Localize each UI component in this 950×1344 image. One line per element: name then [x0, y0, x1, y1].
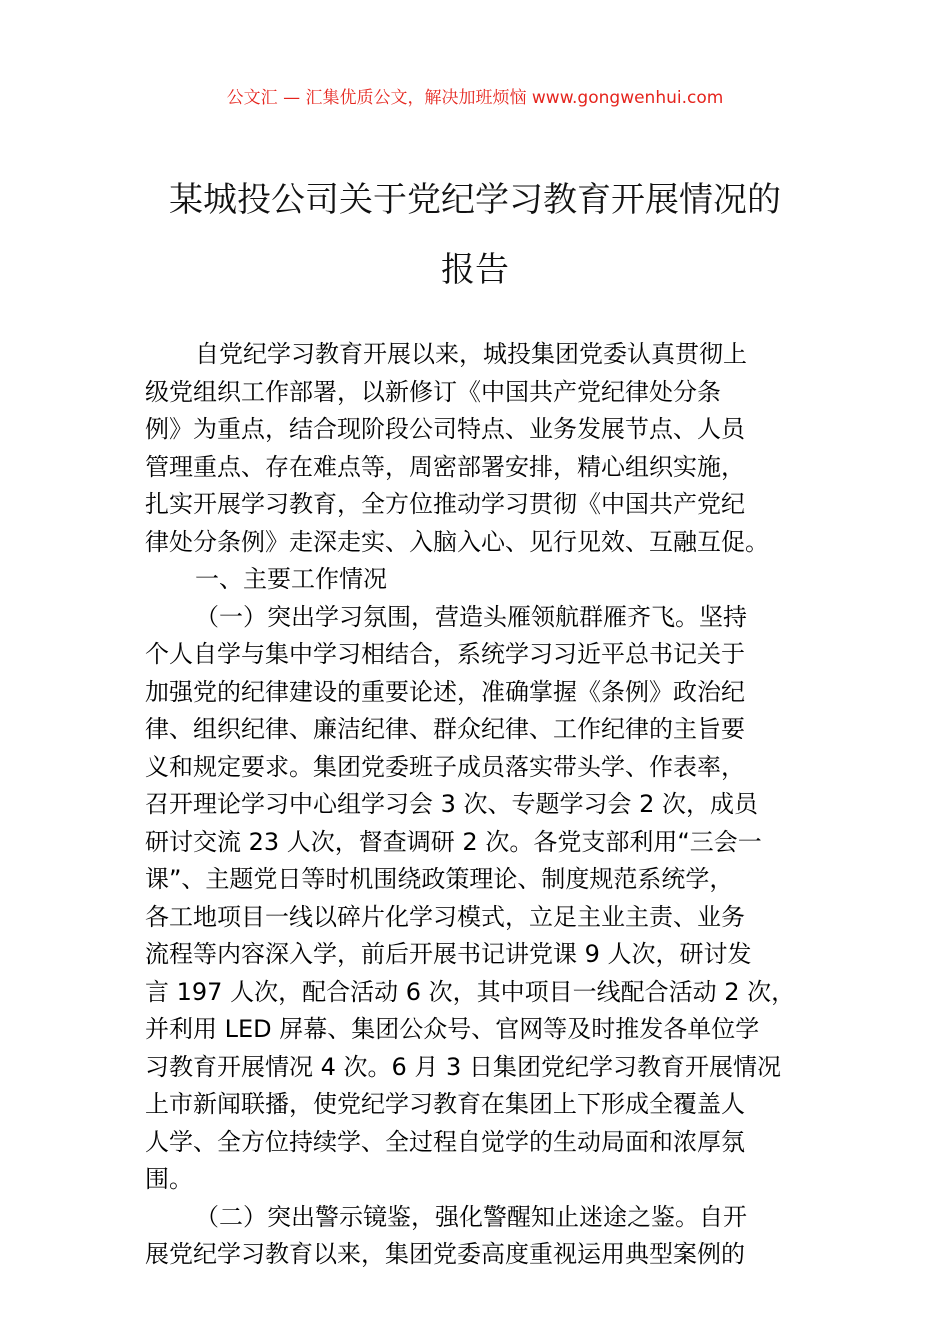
- document-title-line-1: 某城投公司关于党纪学习教育开展情况的: [169, 180, 781, 220]
- paragraph-2-line: 加强党的纪律建设的重要论述，准确掌握《条例》政治纪: [145, 677, 745, 706]
- paragraph-2-line: 律、组织纪律、廉洁纪律、群众纪律、工作纪律的主旨要: [145, 715, 745, 743]
- paragraph-1-line: 自党纪学习教育开展以来，城投集团党委认真贯彻上: [195, 340, 747, 368]
- header-banner: 公文汇 — 汇集优质公文，解决加班烦恼 www.gongwenhui.com: [226, 88, 724, 108]
- paragraph-2-line: 上市新闻联播，使党纪学习教育在集团上下形成全覆盖人: [145, 1090, 745, 1118]
- paragraph-2-line: 人学、全方位持续学、全过程自觉学的生动局面和浓厚氛: [145, 1127, 745, 1156]
- paragraph-3-line: （二）突出警示镜鉴，强化警醒知止迷途之鉴。自开: [195, 1202, 747, 1231]
- paragraph-1-line: 管理重点、存在难点等，周密部署安排，精心组织实施，: [145, 452, 745, 481]
- paragraph-1-line: 级党组织工作部署，以新修订《中国共产党纪律处分条: [145, 377, 721, 406]
- document-body: [145, 336, 815, 1274]
- paragraph-3-line: 展党纪学习教育以来，集团党委高度重视运用典型案例的: [145, 1240, 745, 1268]
- paragraph-2-line: 言 197 人次，配合活动 6 次，其中项目一线配合活动 2 次，: [145, 977, 796, 1006]
- paragraph-2-line: 个人自学与集中学习相结合，系统学习习近平总书记关于: [145, 640, 745, 668]
- paragraph-2-line: 习教育开展情况 4 次。6 月 3 日集团党纪学习教育开展情况: [145, 1052, 781, 1081]
- paragraph-2-line: 并利用 LED 屏幕、集团公众号、官网等及时推发各单位学: [145, 1015, 760, 1043]
- paragraph-2-line: 围。: [145, 1165, 193, 1193]
- paragraph-2-line: 流程等内容深入学，前后开展书记讲党课 9 人次，研讨发: [145, 940, 752, 968]
- paragraph-2-line: 召开理论学习中心组学习会 3 次、专题学习会 2 次，成员: [145, 790, 759, 818]
- section-heading: 一、主要工作情况: [195, 565, 387, 593]
- document-title-line-2: 报告: [441, 250, 509, 290]
- paragraph-2-line: 各工地项目一线以碎片化学习模式，立足主业主责、业务: [145, 902, 745, 931]
- paragraph-2-line: （一）突出学习氛围，营造头雁领航群雁齐飞。坚持: [195, 602, 747, 631]
- paragraph-1-line: 扎实开展学习教育，全方位推动学习贯彻《中国共产党纪: [145, 490, 745, 518]
- paragraph-1-line: 律处分条例》走深走实、入脑入心、见行见效、互融互促。: [145, 527, 769, 556]
- paragraph-2-line: 课”、主题党日等时机围绕政策理论、制度规范系统学，: [145, 865, 734, 893]
- paragraph-2-line: 研讨交流 23 人次，督查调研 2 次。各党支部利用“三会一: [145, 827, 762, 856]
- paragraph-1-line: 例》为重点，结合现阶段公司特点、业务发展节点、人员: [145, 415, 745, 443]
- paragraph-2-line: 义和规定要求。集团党委班子成员落实带头学、作表率，: [145, 752, 745, 781]
